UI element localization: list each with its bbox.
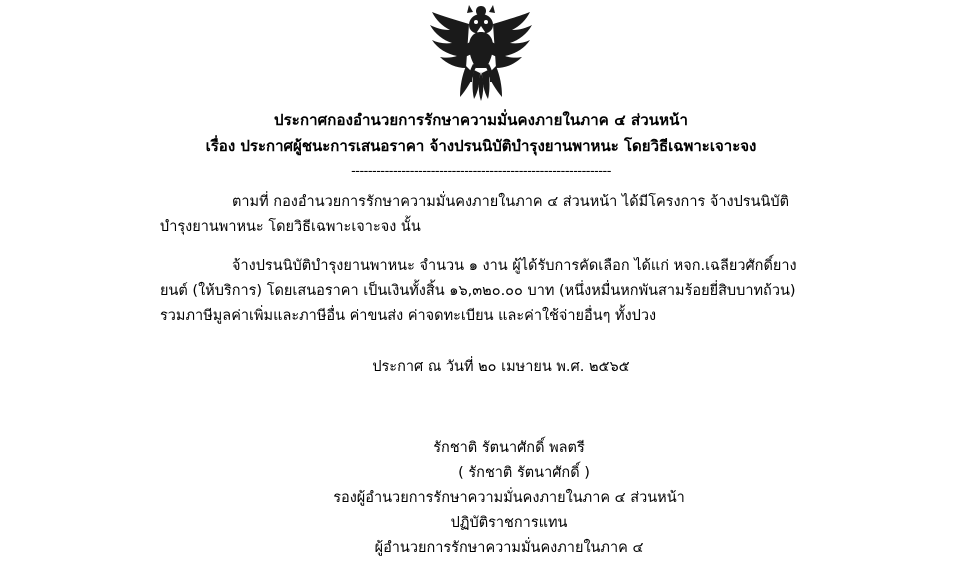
document-body: [160, 190, 802, 329]
paragraph-2: จ้างปรนนิบัติบำรุงยานพาหนะ จำนวน ๑ งาน ผู้ได้รับการคัดเลือก ได้แก่ หจก.เฉลียวศักดิ์ยางยนต์ (ให้บริการ) โดยเสนอราคา เป็นเงินทั้งสิ้น ๑๖,๓๒๐.๐๐ บาท (หนึ่งหมื่นหกพันสามร้อยยี่สิบบาทถ้วน) รวมภาษีมูลค่าเพิ่มและภาษีอื่น ค่าขนส่ง ค่าจดทะเบียน และค่าใช้จ่ายอื่นๆ ทั้งปวง: [160, 258, 797, 324]
signer-role-line-2: ปฏิบัติราชการแทน: [450, 515, 568, 531]
signer-role-line-1: รองผู้อำนวยการรักษาความมั่นคงภายในภาค ๔ ส่วนหน้า: [333, 490, 685, 506]
signer-name-paren: ( รักชาติ รัตนาศักดิ์ ): [458, 465, 590, 481]
announcement-date: ประกาศ ณ วันที่ ๒๐ เมษายน พ.ศ. ๒๕๖๕: [372, 359, 630, 375]
garuda-emblem-icon: [426, 0, 536, 102]
signer-name: รักชาติ รัตนาศักดิ์ พลตรี: [433, 440, 585, 456]
announcement-subject: เรื่อง ประกาศผู้ชนะการเสนอราคา จ้างปรนนิบัติบำรุงยานพาหนะ โดยวิธีเฉพาะเจาะจง: [205, 137, 757, 155]
paragraph-1: ตามที่ กองอำนวยการรักษาความมั่นคงภายในภาค ๔ ส่วนหน้า ได้มีโครงการ จ้างปรนนิบัติบำรุงยานพาหนะ โดยวิธีเฉพาะเจาะจง นั้น: [160, 194, 790, 235]
header-divider: --------------------------------------------------------------: [351, 164, 611, 179]
signature-block: [160, 436, 802, 561]
announcement-title: ประกาศกองอำนวยการรักษาความมั่นคงภายในภาค ๔ ส่วนหน้า: [274, 111, 688, 129]
signer-role-line-3: ผู้อำนวยการรักษาความมั่นคงภายในภาค ๔: [374, 540, 644, 556]
document-header: [160, 108, 802, 158]
